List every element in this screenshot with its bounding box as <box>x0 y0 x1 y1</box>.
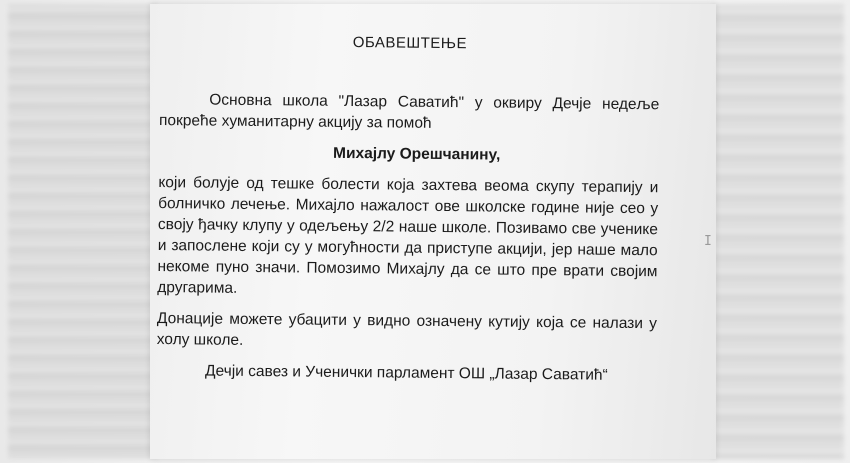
recipient-name: Михајлу Орешчанину, <box>332 144 501 164</box>
notice-title: ОБАВЕШТЕЊЕ <box>352 34 468 53</box>
text-cursor-icon: I <box>704 234 712 249</box>
donation-info: Донације можете убацити у видно означену кутију која се налази у холу школе. <box>156 309 658 349</box>
notice-intro: Основна школа "Лазар Саватић" у оквиру Дечје недеље покреће хуманитарну акцију за помоћ <box>158 91 660 132</box>
background-left <box>8 4 158 459</box>
notice-body: који болује од тешке болести која захтева веома скупу терапију и болничко лечење. Михајло нажалост ове школске године није сео у своју ђачку клупу у одељењу 2/2 наше школе. Позивамо све ученике и запослене који су у могућности да приступе акцији, јер наше мало некоме пуно значи. Помозимо Михајлу да се што пре врати својим другарима. <box>157 173 659 297</box>
background-right <box>712 4 844 459</box>
notice-document <box>156 30 660 386</box>
notice-signature: Дечји савез и Ученички парламент ОШ „Лазар Саватић“ <box>205 362 608 384</box>
